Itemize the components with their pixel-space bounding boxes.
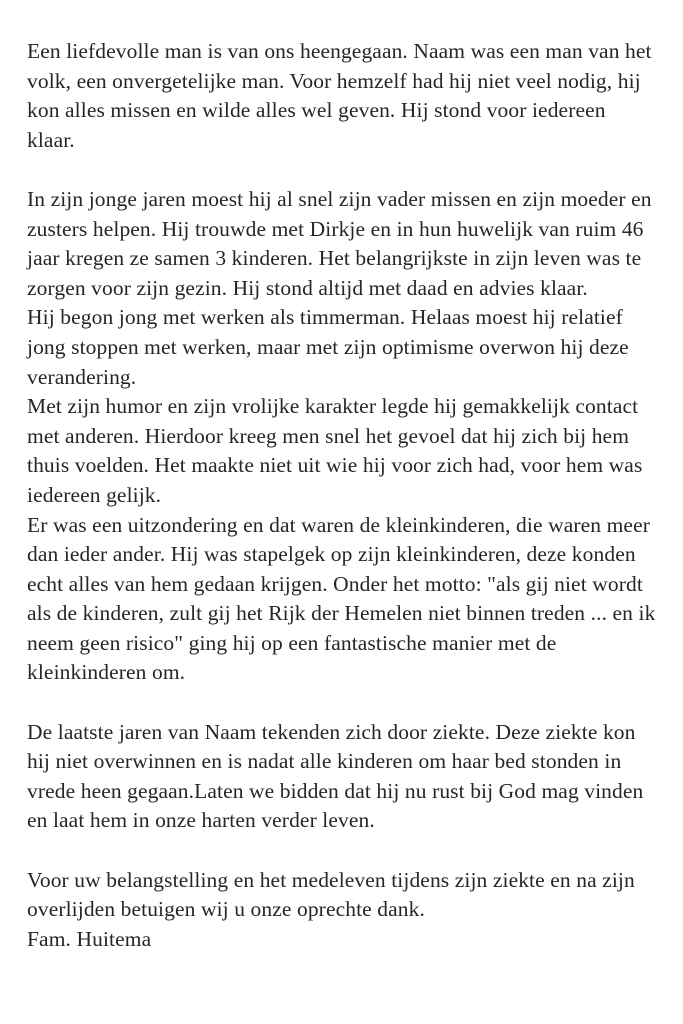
character-paragraph: Met zijn humor en zijn vrolijke karakter legde hij gemakkelijk contact met anderen. Hierdoor kreeg men snel het gevoel dat hij zich bij hem thuis voelden. Het maakte niet uit wie hij voor zich had, voor hem was iedereen gelijk. [27, 394, 643, 507]
life-paragraph: In zijn jonge jaren moest hij al snel zijn vader missen en zijn moeder en zusters helpen. Hij trouwde met Dirkje en in hun huwelijk van ruim 46 jaar kregen ze samen 3 kinderen. Het belangrijkste in zijn leven was te zorgen voor zijn gezin. Hij stond altijd met daad en advies klaar. [27, 186, 652, 300]
grandchildren-paragraph: Er was een uitzondering en dat waren de kleinkinderen, die waren meer dan ieder ander. Hij was stapelgek op zijn kleinkinderen, deze konden echt alles van hem gedaan krijgen. Onder het motto: "als gij niet wordt als de kinderen, zult gij het Rijk der Hemelen niet binnen treden ... en ik neem geen risico" ging hij op een fantastische manier met de kleinkinderen om. [27, 512, 656, 685]
intro-paragraph: Een liefdevolle man is van ons heengegaan. Naam was een man van het volk, een onvergetelijke man. Voor hemzelf had hij niet veel nodig, hij kon alles missen en wilde alles wel geven. Hij stond voor iedereen klaar. [27, 39, 652, 152]
thanks-paragraph: Voor uw belangstelling en het medeleven tijdens zijn ziekte en na zijn overlijden betuigen wij u onze oprechte dank. [27, 867, 635, 922]
illness-paragraph: De laatste jaren van Naam tekenden zich door ziekte. Deze ziekte kon hij niet overwinnen en is nadat alle kinderen om haar bed stonden in vrede heen gegaan.Laten we bidden dat hij nu rust bij God mag vinden en laat hem in onze harten verder leven. [27, 719, 644, 833]
work-paragraph: Hij begon jong met werken als timmerman. Helaas moest hij relatief jong stoppen met werken, maar met zijn optimisme overwon hij deze verandering. [27, 305, 629, 389]
obituary-text [27, 37, 657, 954]
signature-line: Fam. Huitema [27, 926, 152, 951]
